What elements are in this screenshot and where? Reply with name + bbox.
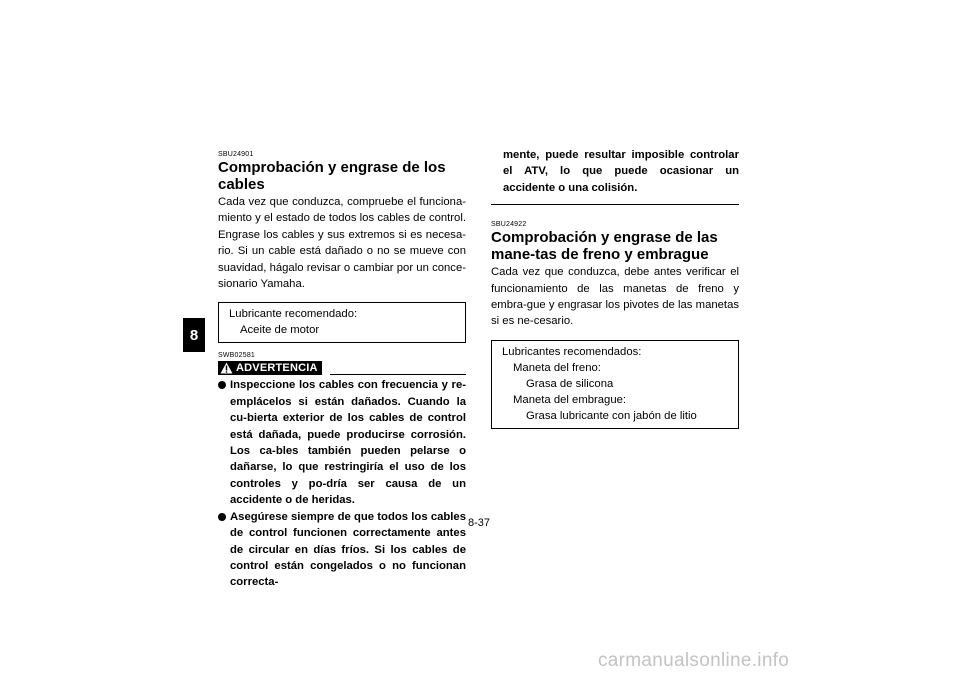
bullet-dot-icon — [218, 513, 226, 521]
warning-code: SWB02581 — [218, 352, 256, 360]
lubricant-value: Aceite de motor — [240, 324, 320, 337]
warning-badge — [218, 361, 322, 375]
chapter-tab: 8 — [183, 318, 205, 352]
section-code: SBU24901 — [218, 151, 254, 158]
warning-end-rule — [491, 204, 739, 205]
lubricants-label: Lubricantes recomendados: — [502, 345, 642, 358]
section-title: Comprobación y engrase de los cables — [218, 159, 446, 193]
warning-bullet-text: Inspeccione los cables con frecuencia y re-emplácelos si están dañados. Cuando la cu-bierta exterior de los cables de control está dañada, puede producirse corrosión. Los ca-bles también pueden pelarse o dañarse, lo que restringiría el uso de los controles y po-dría ser causa de un accidente o de heridas. — [230, 379, 466, 507]
page-number: 8-37 — [468, 517, 491, 529]
lubricants-box — [491, 340, 739, 429]
section-body: Cada vez que conduzca, compruebe el funciona-miento y el estado de todos los cables de control. Engrase los cables y sus extremos si es necesa-rio. Si un cable está dañado o no se mueve con suavidad, hágalo revisar o cambiar por un conce-sionario Yamaha. — [218, 196, 466, 291]
clutch-lever-label: Maneta del embrague: — [513, 393, 627, 406]
warning-bullet — [218, 509, 466, 591]
brake-lever-value: Grasa de silicona — [526, 377, 614, 390]
warning-triangle-icon — [220, 362, 233, 374]
section-body: Cada vez que conduzca, debe antes verificar el funcionamiento de las manetas de freno y embra-gue y engrasar los pivotes de las manetas si es ne-cesario. — [491, 266, 739, 328]
bullet-dot-icon — [218, 381, 226, 389]
warning-bullet — [218, 377, 466, 508]
warning-bullet-text: Asegúrese siempre de que todos los cables de control funcionen correctamente antes de circular en días fríos. Si los cables de control están congelados o no funcionan correcta- — [230, 510, 466, 589]
warning-rule — [330, 374, 466, 375]
left-column — [218, 150, 466, 591]
warning-continuation: mente, puede resultar imposible controlar el ATV, lo que puede ocasionar un accidente o una colisión. — [503, 149, 739, 194]
lubricant-label: Lubricante recomendado: — [229, 308, 358, 321]
warning-header — [218, 361, 466, 375]
section-title: Comprobación y engrase de las mane-tas de freno y embrague — [491, 229, 718, 264]
clutch-lever-value: Grasa lubricante con jabón de litio — [526, 409, 697, 422]
lubricant-box — [218, 302, 466, 343]
warning-label: ADVERTENCIA — [236, 362, 318, 375]
section-code: SBU24922 — [491, 221, 527, 229]
right-column — [491, 147, 739, 429]
brake-lever-label: Maneta del freno: — [513, 361, 601, 374]
watermark: carmanualsonline.info — [598, 650, 790, 671]
warning-list — [218, 377, 466, 590]
